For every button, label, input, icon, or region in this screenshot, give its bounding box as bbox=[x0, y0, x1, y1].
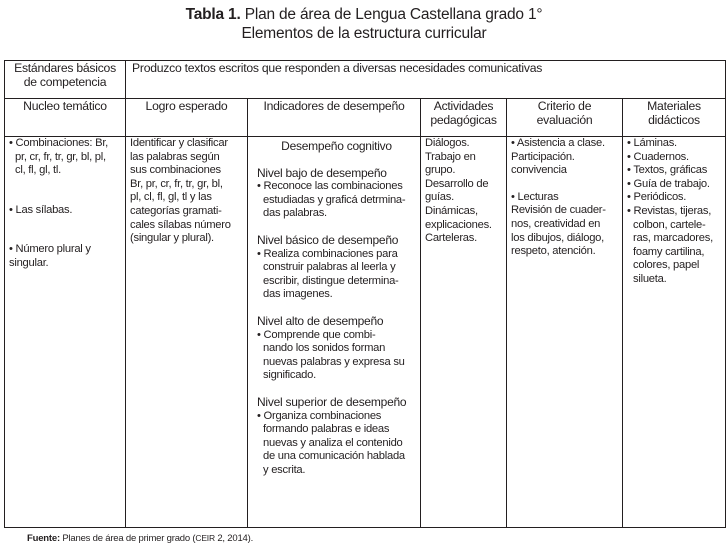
header-text: evaluación bbox=[536, 113, 593, 127]
nucleo-item-3-line-2: singular. bbox=[9, 256, 49, 269]
criterio-cell bbox=[507, 137, 623, 528]
source-citation-year: 2, 2014). bbox=[214, 533, 254, 544]
table-caption bbox=[0, 5, 728, 43]
level-title: Nivel básico de desempeño bbox=[257, 232, 399, 247]
materiales-cell bbox=[623, 137, 726, 528]
header-text: pedagógicas bbox=[430, 113, 497, 127]
header-text: Logro esperado bbox=[145, 99, 228, 113]
curriculum-table bbox=[4, 60, 726, 528]
column-header-criterio bbox=[507, 99, 623, 137]
column-header-indicadores bbox=[248, 99, 421, 137]
column-header-nucleo bbox=[5, 99, 126, 137]
criterio-line: respeto, atención. bbox=[511, 245, 596, 258]
source-label: Fuente: bbox=[27, 533, 60, 544]
nucleo-item-1-line-2: pr, cr, fr, tr, gr, bl, pl, bbox=[15, 150, 106, 163]
level-line: escribir, distingue determina- bbox=[263, 274, 399, 287]
source-open-paren: ( bbox=[189, 533, 196, 544]
logro-line: pl, cl, fl, gl, tl y las bbox=[130, 191, 212, 204]
caption-label: Tabla 1. bbox=[185, 6, 241, 23]
material-line: • Láminas. bbox=[627, 137, 677, 149]
indicadores-cell bbox=[248, 137, 421, 528]
header-text: Indicadores de desempeño bbox=[263, 99, 405, 113]
caption-line-1 bbox=[0, 5, 728, 24]
actividades-cell bbox=[421, 137, 507, 528]
logro-line: sus combinaciones bbox=[130, 164, 221, 177]
material-line: colbon, cartele- bbox=[633, 218, 706, 231]
criterio-line: los dibujos, diálogo, bbox=[511, 231, 605, 244]
level-line: estudiadas y graficá detrmina- bbox=[263, 193, 406, 206]
material-line: • Periódicos. bbox=[627, 191, 687, 204]
material-line: silueta. bbox=[633, 272, 667, 285]
criterio-line: Revisión de cuader- bbox=[511, 204, 606, 217]
caption-line-2: Elementos de la estructura curricular bbox=[241, 25, 487, 42]
level-line: significado. bbox=[263, 369, 316, 382]
level-title: Nivel alto de desempeño bbox=[257, 313, 384, 328]
actividad-line: Carteleras. bbox=[425, 232, 477, 245]
header-text: Criterio de bbox=[537, 99, 592, 113]
level-alto bbox=[257, 315, 416, 383]
logro-line: cales sílabas número bbox=[130, 218, 231, 231]
standards-row bbox=[5, 61, 726, 99]
level-line: • Reconoce las combinaciones bbox=[257, 180, 403, 193]
level-line: • Organiza combinaciones bbox=[257, 409, 382, 422]
level-line: nuevas palabras y expresa su bbox=[263, 355, 405, 368]
level-title: Nivel bajo de desempeño bbox=[257, 165, 387, 180]
level-line: construir palabras al leerla y bbox=[263, 261, 396, 274]
logro-line: categorías gramati- bbox=[130, 204, 222, 217]
level-superior bbox=[257, 396, 416, 478]
column-header-materiales bbox=[623, 99, 726, 137]
column-header-actividades bbox=[421, 99, 507, 137]
nucleo-item-1-line-3: cl, fl, gl, tl. bbox=[15, 164, 61, 177]
actividad-line: explicaciones. bbox=[425, 218, 492, 231]
indicadores-heading: Desempeño cognitivo bbox=[281, 139, 392, 153]
caption-title: Plan de área de Lengua Castellana grado 1° bbox=[244, 6, 543, 23]
level-line: nuevas y analiza el contenido bbox=[263, 436, 403, 449]
actividad-line: Trabajo en bbox=[425, 150, 476, 163]
logro-line: las palabras según bbox=[130, 150, 220, 163]
logro-line: Br, pr, cr, fr, tr, gr, bl, bbox=[130, 177, 223, 190]
level-line: das imagenes. bbox=[263, 288, 333, 301]
level-line: • Comprende que combi- bbox=[257, 328, 376, 341]
header-text: Actividades bbox=[433, 99, 494, 113]
criterio-line: • Asistencia a clase. bbox=[511, 137, 605, 149]
actividad-line: guías. bbox=[425, 191, 454, 204]
material-line: • Textos, gráficas bbox=[627, 164, 708, 177]
actividad-line: Dinámicas, bbox=[425, 204, 478, 217]
material-line: • Revistas, tijeras, bbox=[627, 204, 712, 217]
level-bajo bbox=[257, 167, 416, 221]
header-text: Nucleo temático bbox=[23, 99, 107, 113]
level-title: Nivel superior de desempeño bbox=[257, 394, 407, 409]
level-line: nando los sonidos forman bbox=[263, 342, 386, 355]
header-text: Materiales bbox=[647, 99, 701, 113]
material-line: • Cuadernos. bbox=[627, 150, 689, 163]
level-line: • Realiza combinaciones para bbox=[257, 247, 398, 260]
material-line: foamy cartilina, bbox=[633, 245, 705, 258]
column-header-logro bbox=[126, 99, 248, 137]
logro-cell bbox=[126, 137, 248, 528]
standards-header-cell bbox=[5, 61, 126, 99]
nucleo-cell bbox=[5, 137, 126, 528]
actividad-line: grupo. bbox=[425, 164, 456, 177]
level-line: y escrita. bbox=[263, 463, 306, 476]
nucleo-item-3-line-1: • Número plural y bbox=[9, 243, 91, 256]
header-text: didácticos bbox=[648, 113, 700, 127]
standards-header-line-1: Estándares básicos bbox=[14, 61, 116, 75]
material-line: ras, marcadores, bbox=[633, 232, 713, 245]
criterio-line: • Lecturas bbox=[511, 190, 559, 203]
actividad-line: Diálogos. bbox=[425, 137, 470, 149]
source-note bbox=[27, 533, 253, 544]
level-basico bbox=[257, 234, 416, 302]
level-line: formando palabras e ideas bbox=[263, 423, 390, 436]
standards-value-cell: Produzco textos escritos que responden a diversas necesidades comunicativas bbox=[126, 61, 726, 99]
source-citation-org: CEIR bbox=[195, 533, 215, 543]
nucleo-item-2: • Las sílabas. bbox=[9, 203, 73, 216]
material-line: colores, papel bbox=[633, 259, 700, 272]
criterio-line: nos, creatividad en bbox=[511, 217, 601, 230]
logro-line: (singular y plural). bbox=[130, 232, 214, 245]
actividad-line: Desarrollo de bbox=[425, 177, 489, 190]
level-line: das palabras. bbox=[263, 207, 327, 220]
nucleo-item-1-line-1: • Combinaciones: Br, bbox=[9, 137, 109, 149]
column-header-row bbox=[5, 99, 726, 137]
logro-line: Identificar y clasificar bbox=[130, 137, 228, 149]
content-row bbox=[5, 137, 726, 528]
level-line: de una comunicación hablada bbox=[263, 450, 405, 463]
standards-header-line-2: de competencia bbox=[23, 75, 107, 89]
criterio-line: Participación. bbox=[511, 150, 575, 163]
source-text: Planes de área de primer grado bbox=[62, 533, 190, 544]
criterio-line: convivencia bbox=[511, 164, 567, 177]
material-line: • Guía de trabajo. bbox=[627, 177, 710, 190]
